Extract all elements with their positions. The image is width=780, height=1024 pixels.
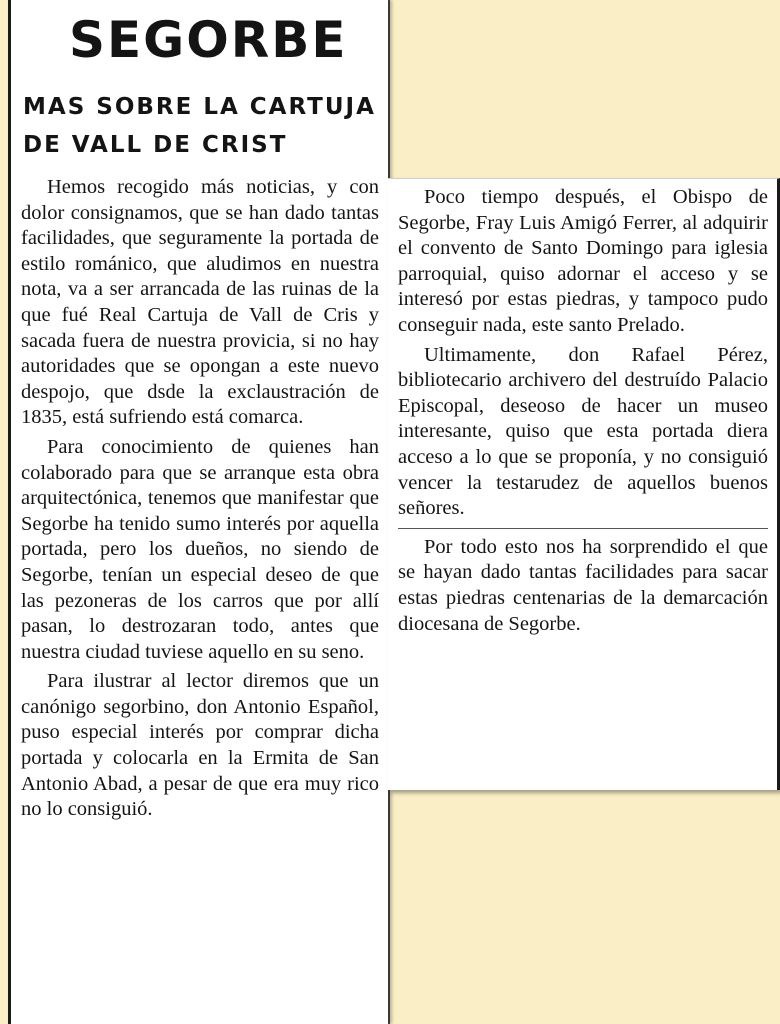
paragraph: Hemos recogido más noticias, y con dolor consignamos, que se han dado tantas facilidades, que seguramente la portada de estilo románico, que aludimos en nuestra nota, va a ser arrancada de las ruinas de la que fué Real Cartuja de Vall de Cris y sacada fuera de nuestra provicia, si no hay autoridades que se opongan a este nuevo despojo, que dsde la exclaustración de 1835, está sufriendo está comarca.	[21, 176, 379, 429]
article-headline	[23, 88, 376, 164]
paragraph: Para ilustrar al lector diremos que un canónigo segorbino, don Antonio Español, puso especial interés por comprar dicha portada y colocarla en la Ermita de San Antonio Abad, a pesar de que era muy rico no lo consiguió.	[21, 670, 379, 821]
paragraph: Ultimamente, don Rafael Pérez, bibliotecario archivero del destruído Palacio Episcopal, deseoso de hacer un museo interesante, quiso que esta portada diera acceso a lo que se proponía, y no consiguió vencer la testarudez de aquellos buenos señores.	[398, 343, 768, 520]
article-column-left	[21, 175, 379, 823]
newspaper-clipping-left	[8, 0, 390, 1024]
paragraph: Poco tiempo después, el Obispo de Segorbe, Fray Luis Amigó Ferrer, al adquirir el convento de Santo Domingo para iglesia parroquial, quiso adornar el acceso y se interesó por estas piedras, y tampoco pudo conseguir nada, este santo Prelado.	[398, 186, 768, 336]
column-divider	[398, 528, 768, 529]
headline-line-2: DE VALL DE CRIST	[23, 132, 288, 158]
paragraph: Para conocimiento de quienes han colaborado para que se arranque esta obra arquitectónica, tenemos que manifestar que Segorbe ha tenido sumo interés por aquella portada, pero los dueños, no siendo de Segorbe, tenían un especial deseo de que las pezoneras de los carros que por allí pasan, lo destrozaran todo, antes que nuestra ciudad tuviese aquello en su seno.	[21, 435, 379, 663]
paragraph: Por todo esto nos ha sorprendido el que se hayan dado tantas facilidades para sacar estas piedras centenarias de la demarcación diocesana de Segorbe.	[398, 535, 768, 635]
headline-line-1: MAS SOBRE LA CARTUJA	[23, 94, 376, 120]
article-column-right	[398, 185, 768, 637]
newspaper-clipping-right	[388, 178, 780, 790]
masthead-title: SEGORBE	[69, 11, 348, 69]
